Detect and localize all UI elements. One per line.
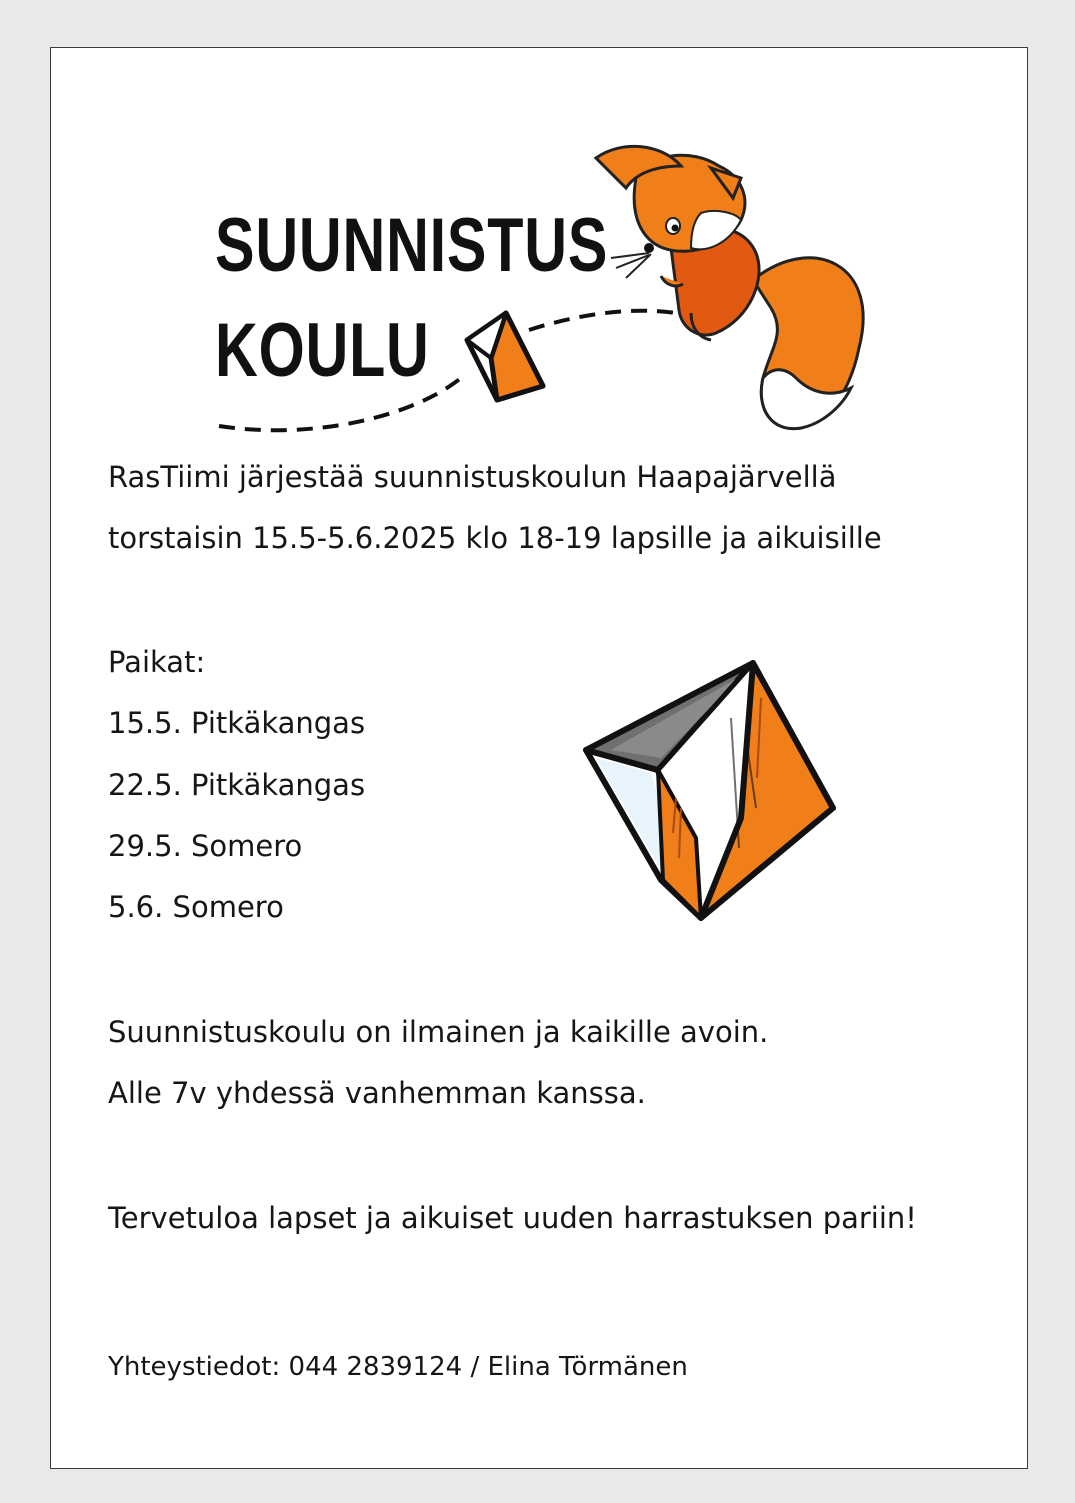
place-item: 29.5. Somero <box>108 829 303 863</box>
logo-title-line-1: SUUNNISTUS <box>215 203 609 288</box>
place-item: 5.6. Somero <box>108 890 284 924</box>
welcome-text: Tervetuloa lapset ja aikuiset uuden harrastuksen pariin! <box>108 1201 917 1235</box>
place-item: 15.5. Pitkäkangas <box>108 706 366 740</box>
info-line-2: Alle 7v yhdessä vanhemman kanssa. <box>108 1076 646 1110</box>
places-heading: Paikat: <box>108 645 206 679</box>
intro-line-2: torstaisin 15.5-5.6.2025 klo 18-19 lapsille ja aikuisille <box>108 521 882 555</box>
flyer-page <box>50 47 1028 1469</box>
contact-info: Yhteystiedot: 044 2839124 / Elina Törmänen <box>108 1352 688 1382</box>
intro-line-1: RasTiimi järjestää suunnistuskoulun Haapajärvellä <box>108 460 837 494</box>
place-item: 22.5. Pitkäkangas <box>108 768 366 802</box>
dashed-trail-upper <box>529 311 691 330</box>
fox-icon <box>596 146 863 428</box>
logo-title-line-2: KOULU <box>215 308 430 393</box>
orienteering-control-icon <box>581 658 851 938</box>
small-kite-icon <box>467 313 543 400</box>
info-line-1: Suunnistuskoulu on ilmainen ja kaikille avoin. <box>108 1015 769 1049</box>
